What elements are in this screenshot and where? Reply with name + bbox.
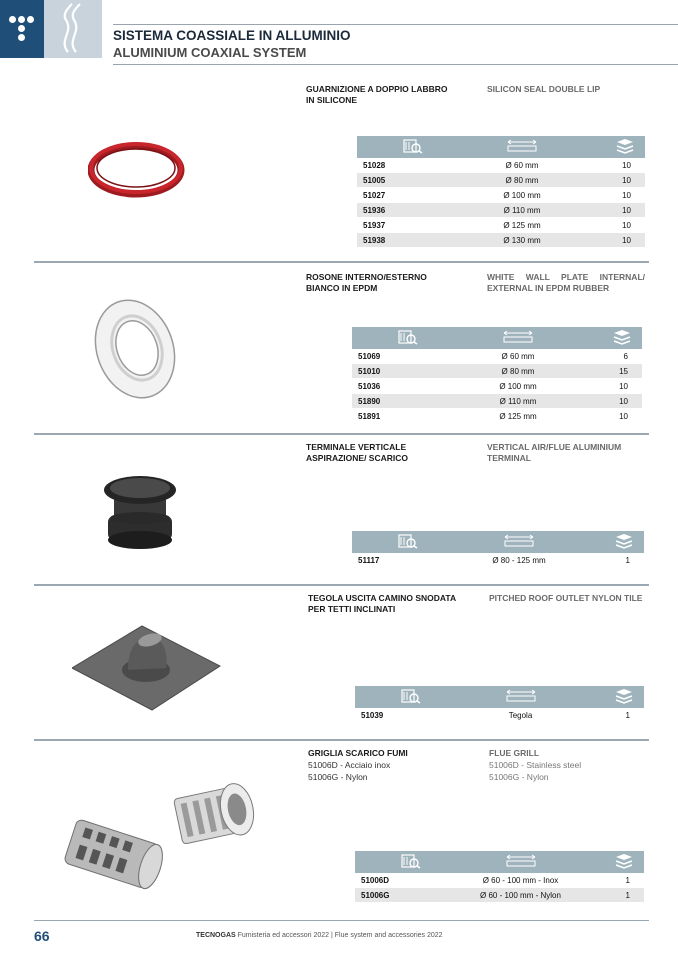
magnifier-icon (397, 329, 419, 347)
variant-line: 51006G - Nylon (489, 772, 549, 782)
section-title-en: VERTICAL AIR/FLUE ALUMINIUM TERMINAL (487, 442, 622, 463)
page-subtitle: ALUMINIUM COAXIAL SYSTEM (113, 45, 307, 60)
section-title-en: SILICON SEAL DOUBLE LIP (487, 84, 601, 94)
ruler-icon (502, 330, 534, 346)
table-row: 51010 Ø 80 mm 15 (352, 364, 642, 379)
smoke-icon (44, 0, 102, 58)
table-row: 51006D Ø 60 - 100 mm - Inox 1 (355, 873, 644, 888)
box-stack-icon (614, 533, 634, 551)
section-text-it (308, 748, 478, 783)
product-table (357, 136, 645, 248)
section-divider (34, 739, 649, 741)
header-rule (113, 24, 678, 25)
magnifier-icon (397, 533, 419, 551)
roof-tile-image (72, 618, 222, 718)
section-title-it: TEGOLA USCITA CAMINO SNODATA PER TETTI INCLINATI (308, 593, 456, 614)
section-title-en: FLUE GRILL (489, 748, 540, 758)
vertical-terminal-image (100, 472, 180, 557)
table-row: 51028 Ø 60 mm 10 (357, 158, 645, 173)
table-row: 51891 Ø 125 mm 10 (352, 409, 642, 424)
product-table (352, 327, 642, 424)
header-rule-bottom (113, 64, 678, 65)
table-row: 51005 Ø 80 mm 10 (357, 173, 645, 188)
product-table (352, 531, 644, 568)
table-row: 51117 Ø 80 - 125 mm 1 (352, 553, 644, 568)
ruler-icon (505, 854, 537, 870)
section-title-it: ROSONE INTERNO/ESTERNO BIANCO IN EPDM (306, 272, 427, 293)
page-title: SISTEMA COASSIALE IN ALLUMINIO (113, 28, 351, 43)
box-stack-icon (614, 853, 634, 871)
table-row: 51890 Ø 110 mm 10 (352, 394, 642, 409)
section-text-en (489, 748, 649, 783)
table-row: 51069 Ø 60 mm 6 (352, 349, 642, 364)
box-stack-icon (615, 138, 635, 156)
ruler-icon (506, 139, 538, 155)
section-divider (34, 433, 649, 435)
ruler-icon (505, 689, 537, 705)
variant-line: 51006D - Acciaio inox (308, 760, 391, 770)
section-divider (34, 584, 649, 586)
brand-logo (0, 0, 44, 58)
variant-line: 51006G - Nylon (308, 772, 368, 782)
table-row: 51027 Ø 100 mm 10 (357, 188, 645, 203)
section-title-it: TERMINALE VERTICALE ASPIRAZIONE/ SCARICO (306, 442, 409, 463)
box-stack-icon (614, 688, 634, 706)
section-title-it: GUARNIZIONE A DOPPIO LABBRO IN SILICONE (306, 84, 448, 105)
section-title-en: WHITE WALL PLATE INTERNAL/ EXTERNAL IN EPDM RUBBER (487, 272, 645, 293)
wall-plate-image (92, 296, 178, 407)
ruler-icon (503, 534, 535, 550)
magnifier-icon (400, 853, 422, 871)
footer-text (196, 932, 443, 939)
section-title-en: PITCHED ROOF OUTLET NYLON TILE (489, 593, 643, 603)
silicone-seal-image (88, 138, 188, 203)
table-row: 51938 Ø 130 mm 10 (357, 233, 645, 248)
footer-caption: Fumisteria ed accessori 2022 | Flue system and accessories 2022 (237, 932, 443, 939)
page-number: 66 (34, 928, 50, 944)
table-row: 51937 Ø 125 mm 10 (357, 218, 645, 233)
section-title-it: GRIGLIA SCARICO FUMI (308, 748, 408, 758)
footer-brand: TECNOGAS (196, 932, 236, 939)
section-divider (34, 261, 649, 263)
variant-line: 51006D - Stainless steel (489, 760, 582, 770)
product-table (355, 851, 644, 903)
footer-rule (34, 920, 649, 921)
box-stack-icon (612, 329, 632, 347)
flue-grill-image (60, 776, 270, 896)
table-row: 51006G Ø 60 - 100 mm - Nylon 1 (355, 888, 644, 903)
table-row: 51036 Ø 100 mm 10 (352, 379, 642, 394)
magnifier-icon (400, 688, 422, 706)
product-table (355, 686, 644, 723)
magnifier-icon (402, 138, 424, 156)
table-row: 51936 Ø 110 mm 10 (357, 203, 645, 218)
table-row: 51039 Tegola 1 (355, 708, 644, 723)
